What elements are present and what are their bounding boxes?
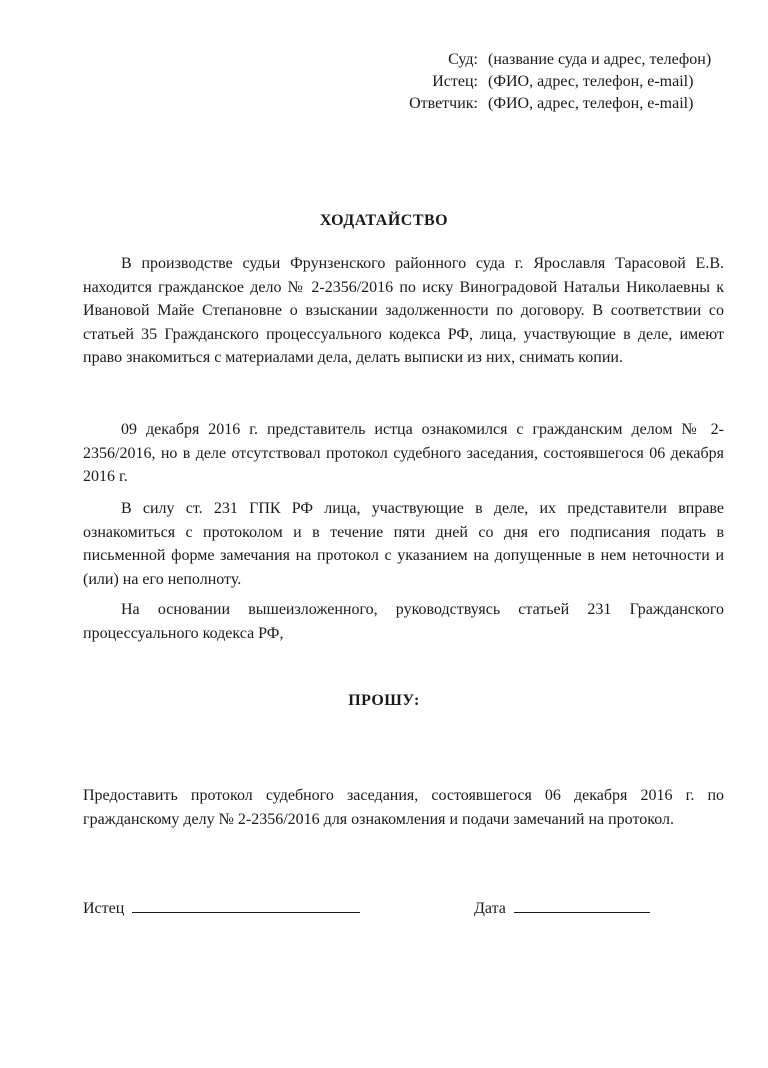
plaintiff-signature — [83, 896, 360, 920]
date-signature-line — [514, 896, 650, 913]
header-plaintiff-label: Истец: — [432, 73, 478, 90]
header-plaintiff-value: (ФИО, адрес, телефон, e-mail) — [488, 73, 694, 90]
header-court-value: (название суда и адрес, телефон) — [488, 51, 712, 68]
header-court-row — [0, 48, 768, 72]
body-paragraph-2: 09 декабря 2016 г. представитель истца ознакомился с гражданским делом № 2-2356/2016, но в деле отсутствовал протокол судебного заседания, состоявшегося 06 декабря 2016 г. — [83, 421, 724, 485]
body-paragraph-3: В силу ст. 231 ГПК РФ лица, участвующие в деле, их представители вправе ознакомиться с протоколом и в течение пяти дней со дня его подписания подать в письменной форме замечания на протокол с указанием на допущенные в нем неточности и (или) на его неполноту. — [83, 500, 724, 588]
date-signature — [474, 896, 650, 920]
plaintiff-signature-line — [132, 896, 360, 913]
header-defendant-value: (ФИО, адрес, телефон, e-mail) — [488, 95, 694, 112]
header-court-label: Суд: — [448, 51, 478, 68]
body-paragraph-4: На основании вышеизложенного, руководствуясь статьей 231 Гражданского процессуального кодекса РФ, — [83, 601, 724, 642]
body-paragraph-1: В производстве судьи Фрунзенского районного суда г. Ярославля Тарасовой Е.В. находится гражданское дело № 2-2356/2016 по иску Виноградовой Натальи Николаевны к Ивановой Майе Степановне о взыскании задолженности по договору. В соответствии со статьей 35 Гражданского процессуального кодекса РФ, лица, участвующие в деле, имеют право знакомиться с материалами дела, делать выписки из них, снимать копии. — [83, 255, 724, 366]
date-signature-label: Дата — [474, 900, 506, 917]
request-text: Предоставить протокол судебного заседания, состоявшегося 06 декабря 2016 г. по гражданскому делу № 2-2356/2016 для ознакомления и подачи замечаний на протокол. — [83, 787, 724, 828]
document-title: ХОДАТАЙСТВО — [319, 212, 449, 229]
header-plaintiff-row — [0, 70, 768, 94]
header-defendant-row — [0, 92, 768, 116]
request-title: ПРОШУ: — [348, 692, 420, 709]
plaintiff-signature-label: Истец — [83, 900, 125, 917]
header-defendant-label: Ответчик: — [409, 95, 478, 112]
